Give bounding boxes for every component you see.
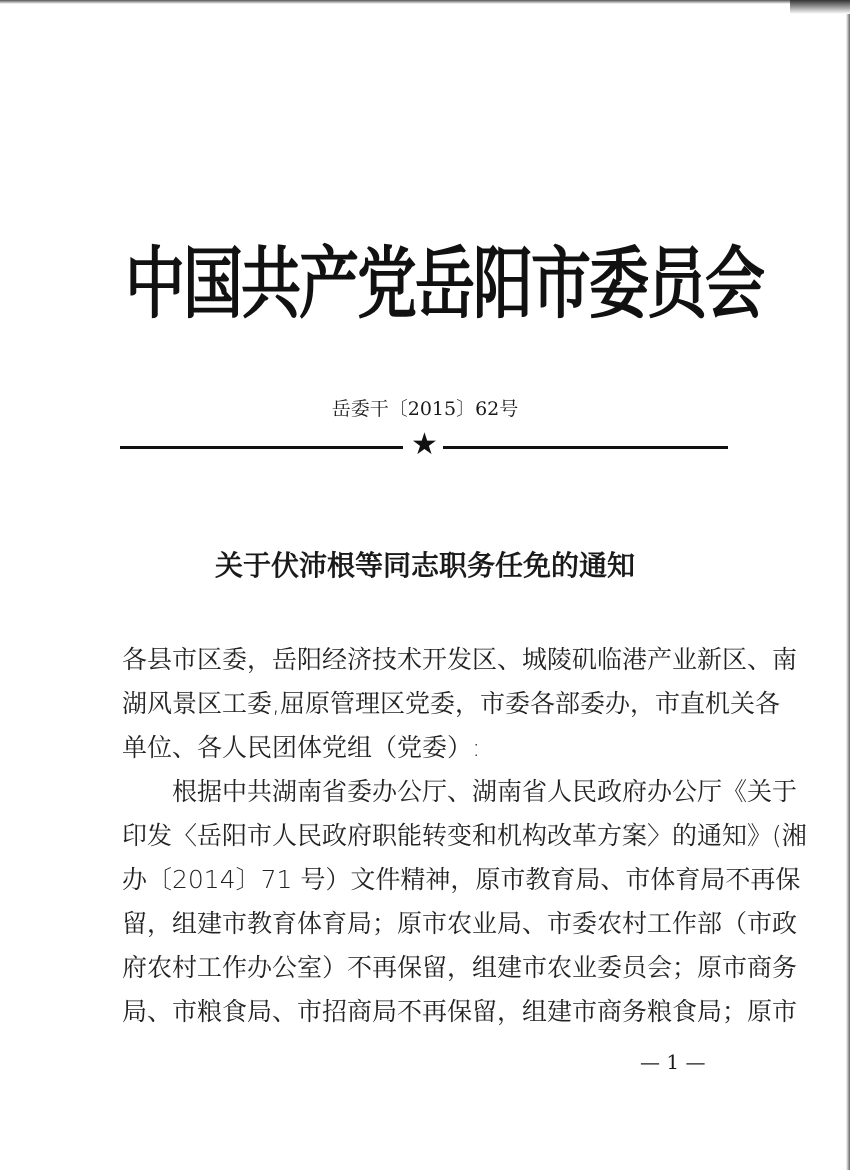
body-line: 办〔2014〕71 号）文件精神，原市教育局、市体育局不再保 bbox=[122, 865, 801, 894]
body-line: 府农村工作办公室）不再保留，组建市农业委员会；原市商务 bbox=[122, 953, 798, 982]
body-line: 各县市区委，岳阳经济技术开发区、城陵矶临港产业新区、南 bbox=[122, 645, 798, 674]
body-line: 根据中共湖南省委办公厅、湖南省人民政府办公厅《关于 bbox=[172, 777, 798, 806]
divider-left bbox=[120, 446, 403, 449]
body-line: 湖风景区工委,屈原管理区党委，市委各部委办，市直机关各 bbox=[122, 689, 780, 718]
issuer-title: 中国共产党岳阳市委员会 bbox=[125, 238, 763, 330]
body-line: 印发〈岳阳市人民政府职能转变和机构改革方案〉的通知》(湘 bbox=[122, 821, 807, 850]
document-subject: 关于伏沛根等同志职务任免的通知 bbox=[214, 549, 635, 582]
star-icon: ★ bbox=[411, 427, 438, 462]
divider-right bbox=[443, 446, 728, 449]
body-line: 单位、各人民团体党组（党委）: bbox=[122, 733, 481, 762]
scan-edge-corner bbox=[790, 0, 850, 14]
page-number: — 1 — bbox=[640, 1050, 706, 1074]
scan-edge-right bbox=[846, 0, 850, 1170]
body-line: 局、市粮食局、市招商局不再保留，组建市商务粮食局；原市 bbox=[122, 997, 798, 1026]
body-line: 留，组建市教育体育局；原市农业局、市委农村工作部（市政 bbox=[122, 909, 798, 938]
scan-edge-top bbox=[0, 0, 850, 4]
document-number: 岳委干〔2015〕62号 bbox=[331, 398, 519, 420]
